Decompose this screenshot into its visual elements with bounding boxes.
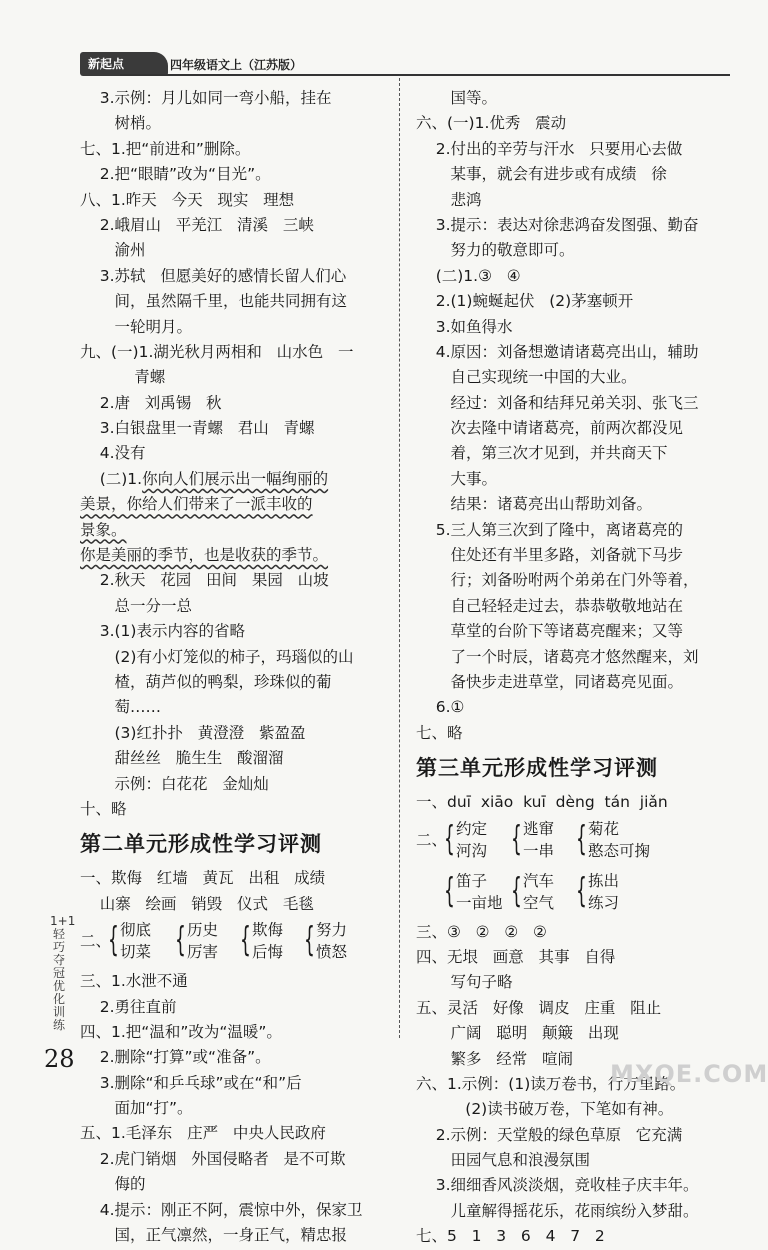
answer-line: (二)1.③ ④ [416, 266, 521, 285]
answer-line: 广阔 聪明 颠簸 出现 [416, 1024, 619, 1043]
brace-icon: { [444, 818, 455, 859]
brace-group-row: 二、 { 约定 河沟 { 逃窜 一串 { 菊花 憨态可掬 [416, 816, 726, 868]
answer-line: 十、略 [80, 799, 127, 818]
answer-line: (2)有小灯笼似的柿子，玛瑙似的山 [80, 647, 354, 666]
answer-line: 3.(1)表示内容的省略 [80, 622, 245, 641]
answer-line: 一轮明月。 [80, 317, 192, 336]
item-label: 二、 [80, 932, 112, 951]
answer-line: 四、无垠 画意 其事 自得 [416, 947, 616, 966]
answer-line: 总一分一总 [80, 596, 192, 615]
answer-line: 青螺 [80, 368, 166, 387]
answer-line: 次去隆中请诸葛亮，前两次都没见 [416, 419, 683, 438]
book-title: 四年级语文上（江苏版） [170, 58, 303, 72]
answer-line: 七、1.把“前进和”删除。 [80, 139, 251, 158]
answer-line: 备快步走进草堂，同诸葛亮见面。 [416, 672, 683, 691]
answer-line: 一、欺侮 红墙 黄瓦 出租 成绩 [80, 869, 326, 888]
answer-line: 六、1.示例：(1)读万卷书，行万里路。 [416, 1074, 686, 1093]
answer-line: 了一个时辰，诸葛亮才悠然醒来，刘 [416, 647, 699, 666]
answer-line: 3.苏轼 但愿美好的感情长留人们心 [80, 266, 347, 285]
section-title: 第三单元形成性学习评测 [416, 756, 658, 781]
underlined-answer: 美景，你给人们带来了一派丰收的 [80, 495, 313, 514]
item-label: 二、 [416, 830, 448, 849]
answer-line: 示例：白花花 金灿灿 [80, 774, 269, 793]
answer-line: 2.(1)蜿蜒起伏 (2)茅塞顿开 [416, 292, 634, 311]
answer-line: 3.细细香风淡淡烟，竞收桂子庆丰年。 [416, 1176, 699, 1195]
answer-line: 5.三人第三次到了隆中，离诸葛亮的 [416, 520, 683, 539]
answer-line: 三、③ ② ② ② [416, 922, 547, 941]
answer-line: 儿童解得摇花乐，花雨缤纷入梦甜。 [416, 1201, 699, 1220]
answer-line: 2.唐 刘禹锡 秋 [80, 393, 222, 412]
answer-line: 悲鸿 [416, 190, 482, 209]
answer-line: 2.示例：天堂般的绿色草原 它充满 [416, 1125, 683, 1144]
answer-line: 大事。 [416, 469, 497, 488]
answer-line: 间，虽然隔千里，也能共同拥有这 [80, 292, 347, 311]
answer-line: 3.示例：月儿如同一弯小船，挂在 [80, 89, 332, 107]
header-rule [120, 74, 730, 76]
answer-line: 住处还有半里多路，刘备就下马步 [416, 546, 683, 565]
answer-line: 萄…… [80, 698, 161, 717]
answer-line: 八、1.昨天 今天 现实 理想 [80, 190, 295, 209]
answer-line: 2.虎门销烟 外国侵略者 是不可欺 [80, 1149, 346, 1168]
page-header [40, 52, 730, 78]
underlined-answer: 景象。 [80, 520, 127, 539]
answer-line: 6.① [416, 698, 465, 717]
answer-line: 4.没有 [80, 444, 146, 463]
answer-line: 国，正气凛然，一身正气，精忠报 [80, 1226, 347, 1245]
answer-line: 五、灵活 好像 调皮 庄重 阻止 [416, 998, 662, 1017]
answer-line: 四、1.把“温和”改为“温暖”。 [80, 1022, 282, 1041]
answer-line: 自己轻轻走过去，恭恭敬敬地站在 [416, 596, 683, 615]
underlined-answer: 你向人们展示出一幅绚丽的 [142, 469, 329, 488]
answer-line: 甜丝丝 脆生生 酸溜溜 [80, 749, 284, 768]
answer-line [80, 518, 390, 543]
answer-line: 山寨 绘画 销毁 仪式 毛毯 [80, 894, 314, 913]
brace-icon: { [511, 870, 522, 911]
answer-line: 五、1.毛泽东 庄严 中央人民政府 [80, 1124, 326, 1143]
answer-line: 侮的 [80, 1175, 146, 1194]
answer-line: 繁多 经常 喧闹 [416, 1049, 574, 1068]
answer-line: 2.秋天 花园 田间 果园 山坡 [80, 571, 329, 590]
answer-line: 草堂的台阶下等诸葛亮醒来；又等 [416, 622, 683, 641]
brace-icon: { [444, 870, 455, 911]
answer-line: 着，第三次才见到，并共商天下 [416, 444, 668, 463]
answer-line: 渝州 [80, 241, 146, 260]
answer-line: 自己实现统一中国的大业。 [416, 368, 637, 387]
brace-icon: { [175, 920, 186, 961]
book-logo: 新起点 [80, 52, 168, 76]
brace-icon: { [576, 870, 587, 911]
pinyin-line: 一、duī xiāo kuī dèng tán jiǎn [416, 793, 668, 812]
underlined-answer: 你是美丽的季节，也是收获的季节。 [80, 546, 329, 565]
answer-line: 面加“打”。 [80, 1099, 193, 1118]
answer-line: 4.提示：刚正不阿，震惊中外，保家卫 [80, 1200, 363, 1219]
answer-line: 努力的敬意即可。 [416, 241, 575, 260]
brace-icon: { [576, 818, 587, 859]
section-title: 第二单元形成性学习评测 [80, 832, 322, 857]
answer-line: 2.删除“打算”或“准备”。 [80, 1048, 271, 1067]
answer-line: 写句子略 [416, 973, 513, 992]
answer-line: 经过：刘备和结拜兄弟关羽、张飞三 [416, 393, 699, 412]
answer-line: 行；刘备吩咐两个弟弟在门外等着， [416, 571, 699, 590]
answer-line [80, 543, 390, 568]
answer-line: 六、(一)1.优秀 震动 [416, 114, 567, 133]
answer-line: 楂，葫芦似的鸭梨，珍珠似的葡 [80, 672, 332, 691]
answer-line: 3.提示：表达对徐悲鸿奋发图强、勤奋 [416, 215, 699, 234]
answer-line: 3.如鱼得水 [416, 317, 513, 336]
page-number: 28 [44, 1045, 75, 1073]
answer-line: 七、略 [416, 723, 463, 742]
answer-line: 3.删除“和乒乓球”或在“和”后 [80, 1073, 302, 1092]
brace-group-row: 二、 { 彻底 切菜 { 历史 厉害 { 欺侮 后悔 { 努力 愤怒 [80, 917, 390, 969]
left-column [80, 86, 390, 1248]
answer-line: 2.付出的辛劳与汗水 只要用心去做 [416, 139, 683, 158]
answer-line: 3.白银盘里一青螺 君山 青螺 [80, 419, 315, 438]
series-sidebar-label: 1+1轻巧夺冠优化训练 [50, 914, 76, 1032]
answer-line: (2)读书破万卷，下笔如有神。 [416, 1100, 674, 1119]
brace-icon: { [108, 920, 119, 961]
answer-line: 某事，就会有进步或有成绩 徐 [416, 165, 667, 184]
answer-line: 七、5 1 3 6 4 7 2 [416, 1227, 605, 1246]
answer-line: 结果：诸葛亮出山帮助刘备。 [416, 495, 652, 514]
brace-group-row: { 笛子 一亩地 { 汽车 空气 { 拣出 练习 [416, 868, 726, 920]
answer-line: 2.勇往直前 [80, 997, 177, 1016]
answer-line: (二)1.你向人们展示出一幅绚丽的 [80, 469, 329, 488]
answer-line: 4.原因：刘备想邀请诸葛亮出山，辅助 [416, 342, 699, 361]
answer-line: 树梢。 [80, 114, 161, 133]
answer-line: 九、(一)1.湖光秋月两相和 山水色 一 [80, 342, 354, 361]
answer-line: 2.峨眉山 平羌江 清溪 三峡 [80, 215, 314, 234]
answer-line: 国等。 [416, 89, 497, 107]
answer-line: 2.把“眼睛”改为“目光”。 [80, 165, 271, 184]
brace-icon: { [304, 920, 315, 961]
answer-line: 三、1.水泄不通 [80, 972, 188, 991]
brace-icon: { [511, 818, 522, 859]
brace-icon: { [240, 920, 251, 961]
answer-line: 田园气息和浪漫氛围 [416, 1151, 590, 1170]
answer-line [80, 492, 390, 517]
watermark: MXQE.COM [610, 1060, 768, 1088]
column-divider [399, 78, 401, 1038]
answer-line: (3)红扑扑 黄澄澄 紫盈盈 [80, 723, 306, 742]
